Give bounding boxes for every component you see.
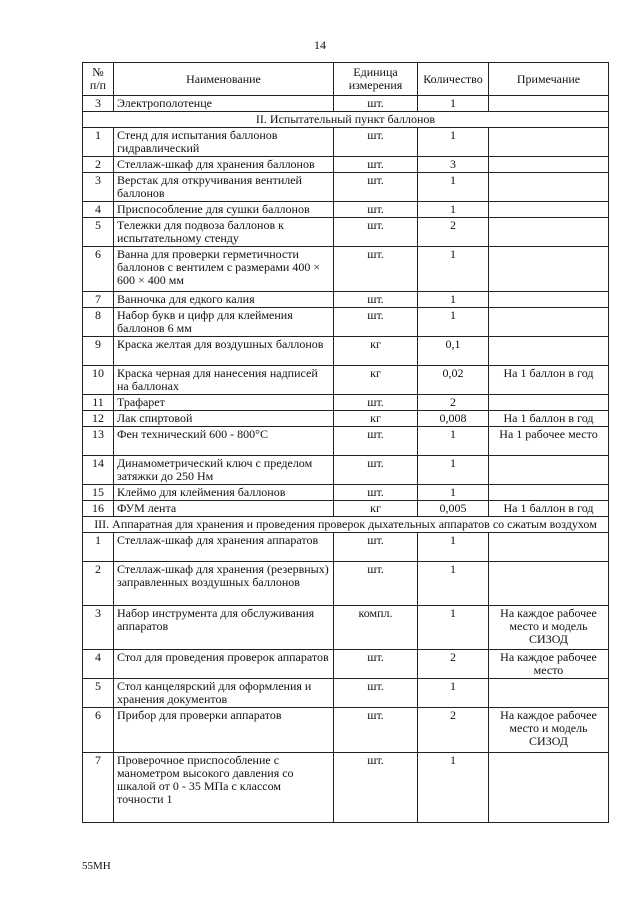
row-unit: кг: [334, 366, 418, 395]
table-row: [83, 533, 609, 562]
table-row: [83, 606, 609, 650]
row-unit: шт.: [334, 650, 418, 679]
row-unit: шт.: [334, 202, 418, 218]
row-unit: шт.: [334, 533, 418, 562]
table-row: [83, 679, 609, 708]
row-unit: компл.: [334, 606, 418, 650]
row-unit: шт.: [334, 395, 418, 411]
table-row: [83, 157, 609, 173]
row-note: [489, 753, 609, 823]
row-number: 1: [83, 533, 114, 562]
table-row: [83, 753, 609, 823]
row-quantity: 1: [418, 606, 489, 650]
row-number: 3: [83, 96, 114, 112]
row-quantity: 2: [418, 708, 489, 753]
row-name: Динамометрический ключ с пределом затяжки до 250 Нм: [114, 456, 334, 485]
row-quantity: 1: [418, 485, 489, 501]
row-name: Прибор для проверки аппаратов: [114, 708, 334, 753]
row-quantity: 1: [418, 202, 489, 218]
table-row: [83, 456, 609, 485]
table-row: [83, 202, 609, 218]
row-number: 2: [83, 157, 114, 173]
table-row: [83, 292, 609, 308]
header-name: Наименование: [114, 63, 334, 96]
row-unit: шт.: [334, 562, 418, 606]
row-quantity: 2: [418, 218, 489, 247]
header-qty: Количество: [418, 63, 489, 96]
row-number: 14: [83, 456, 114, 485]
table-row: [83, 173, 609, 202]
row-name: Электрополотенце: [114, 96, 334, 112]
row-note: [489, 96, 609, 112]
row-note: На каждое рабочее место и модель СИЗОД: [489, 606, 609, 650]
row-quantity: 1: [418, 292, 489, 308]
row-note: [489, 173, 609, 202]
row-number: 12: [83, 411, 114, 427]
row-number: 6: [83, 247, 114, 292]
row-name: Трафарет: [114, 395, 334, 411]
table-row: [83, 411, 609, 427]
row-note: На 1 рабочее место: [489, 427, 609, 456]
row-quantity: 1: [418, 173, 489, 202]
row-quantity: 3: [418, 157, 489, 173]
row-unit: шт.: [334, 708, 418, 753]
row-number: 10: [83, 366, 114, 395]
row-note: На 1 баллон в год: [489, 366, 609, 395]
table-row: [83, 218, 609, 247]
row-number: 11: [83, 395, 114, 411]
row-note: [489, 218, 609, 247]
row-name: Тележки для подвоза баллонов к испытательному стенду: [114, 218, 334, 247]
row-name: Фен технический 600 - 800°С: [114, 427, 334, 456]
header-note: Примечание: [489, 63, 609, 96]
row-quantity: 0,005: [418, 501, 489, 517]
section-heading-2-title: II. Испытательный пункт баллонов: [83, 112, 609, 128]
row-number: 15: [83, 485, 114, 501]
row-unit: шт.: [334, 96, 418, 112]
page-number: 14: [314, 38, 326, 52]
row-unit: шт.: [334, 157, 418, 173]
row-number: 1: [83, 128, 114, 157]
row-unit: шт.: [334, 173, 418, 202]
row-number: 3: [83, 173, 114, 202]
row-quantity: 1: [418, 128, 489, 157]
row-quantity: 1: [418, 427, 489, 456]
row-quantity: 1: [418, 247, 489, 292]
row-note: [489, 202, 609, 218]
row-note: [489, 292, 609, 308]
row-name: Приспособление для сушки баллонов: [114, 202, 334, 218]
row-quantity: 1: [418, 679, 489, 708]
row-quantity: 0,1: [418, 337, 489, 366]
row-name: Верстак для откручивания вентилей баллонов: [114, 173, 334, 202]
row-name: Проверочное приспособление с манометром высокого давления со шкалой от 0 - 35 МПа с классом точности 1: [114, 753, 334, 823]
row-unit: шт.: [334, 456, 418, 485]
table-row: [83, 501, 609, 517]
row-number: 13: [83, 427, 114, 456]
row-quantity: 1: [418, 456, 489, 485]
row-note: [489, 485, 609, 501]
table-row: [83, 366, 609, 395]
section-heading-3: [83, 517, 609, 533]
row-number: 3: [83, 606, 114, 650]
row-note: [489, 157, 609, 173]
table-header-row: [83, 63, 609, 96]
table-row: [83, 128, 609, 157]
row-note: На каждое рабочее место и модель СИЗОД: [489, 708, 609, 753]
table-body: [83, 96, 609, 823]
row-note: На 1 баллон в год: [489, 411, 609, 427]
row-number: 5: [83, 218, 114, 247]
row-number: 2: [83, 562, 114, 606]
row-number: 5: [83, 679, 114, 708]
row-unit: кг: [334, 501, 418, 517]
table-row: [83, 337, 609, 366]
row-quantity: 1: [418, 308, 489, 337]
row-name: Стеллаж-шкаф для хранения (резервных) заправленных воздушных баллонов: [114, 562, 334, 606]
row-name: Набор инструмента для обслуживания аппаратов: [114, 606, 334, 650]
row-number: 7: [83, 292, 114, 308]
row-number: 9: [83, 337, 114, 366]
table-row: [83, 247, 609, 292]
row-note: [489, 308, 609, 337]
row-note: [489, 337, 609, 366]
table-row: [83, 395, 609, 411]
row-note: [489, 679, 609, 708]
row-note: На каждое рабочее место: [489, 650, 609, 679]
table-row: [83, 708, 609, 753]
row-quantity: 1: [418, 562, 489, 606]
row-number: 8: [83, 308, 114, 337]
row-name: Стеллаж-шкаф для хранения баллонов: [114, 157, 334, 173]
section-heading-3-title: III. Аппаратная для хранения и проведения проверок дыхательных аппаратов со сжатым воздухом: [83, 517, 609, 533]
row-number: 4: [83, 650, 114, 679]
row-unit: кг: [334, 337, 418, 366]
row-name: Стеллаж-шкаф для хранения аппаратов: [114, 533, 334, 562]
row-note: На 1 баллон в год: [489, 501, 609, 517]
row-quantity: 0,008: [418, 411, 489, 427]
row-quantity: 1: [418, 533, 489, 562]
row-quantity: 2: [418, 650, 489, 679]
row-name: Клеймо для клеймения баллонов: [114, 485, 334, 501]
row-note: [489, 562, 609, 606]
row-name: ФУМ лента: [114, 501, 334, 517]
row-name: Краска желтая для воздушных баллонов: [114, 337, 334, 366]
header-unit: Единица измерения: [334, 63, 418, 96]
row-unit: шт.: [334, 218, 418, 247]
row-name: Набор букв и цифр для клеймения баллонов 6 мм: [114, 308, 334, 337]
row-unit: кг: [334, 411, 418, 427]
row-name: Ванна для проверки герметичности баллонов с вентилем с размерами 400 × 600 × 400 мм: [114, 247, 334, 292]
row-name: Ванночка для едкого калия: [114, 292, 334, 308]
row-number: 16: [83, 501, 114, 517]
row-unit: шт.: [334, 679, 418, 708]
row-quantity: 2: [418, 395, 489, 411]
table-row: [83, 485, 609, 501]
row-unit: шт.: [334, 485, 418, 501]
table-row: [83, 308, 609, 337]
table-row: [83, 427, 609, 456]
table-row: [83, 650, 609, 679]
row-quantity: 0,02: [418, 366, 489, 395]
row-note: [489, 533, 609, 562]
footer-code: 55МН: [82, 860, 111, 872]
row-quantity: 1: [418, 753, 489, 823]
row-unit: шт.: [334, 292, 418, 308]
table-row: [83, 562, 609, 606]
row-note: [489, 128, 609, 157]
row-quantity: 1: [418, 96, 489, 112]
row-unit: шт.: [334, 753, 418, 823]
row-number: 4: [83, 202, 114, 218]
row-number: 6: [83, 708, 114, 753]
row-name: Краска черная для нанесения надписей на баллонах: [114, 366, 334, 395]
row-name: Стол канцелярский для оформления и хранения документов: [114, 679, 334, 708]
header-num: № п/п: [83, 63, 114, 96]
row-name: Стол для проведения проверок аппаратов: [114, 650, 334, 679]
row-unit: шт.: [334, 128, 418, 157]
equipment-table: [82, 62, 609, 823]
row-unit: шт.: [334, 247, 418, 292]
row-note: [489, 456, 609, 485]
row-note: [489, 247, 609, 292]
row-name: Стенд для испытания баллонов гидравлический: [114, 128, 334, 157]
row-note: [489, 395, 609, 411]
table-row: [83, 96, 609, 112]
section-heading-2: [83, 112, 609, 128]
row-unit: шт.: [334, 427, 418, 456]
row-name: Лак спиртовой: [114, 411, 334, 427]
row-number: 7: [83, 753, 114, 823]
row-unit: шт.: [334, 308, 418, 337]
